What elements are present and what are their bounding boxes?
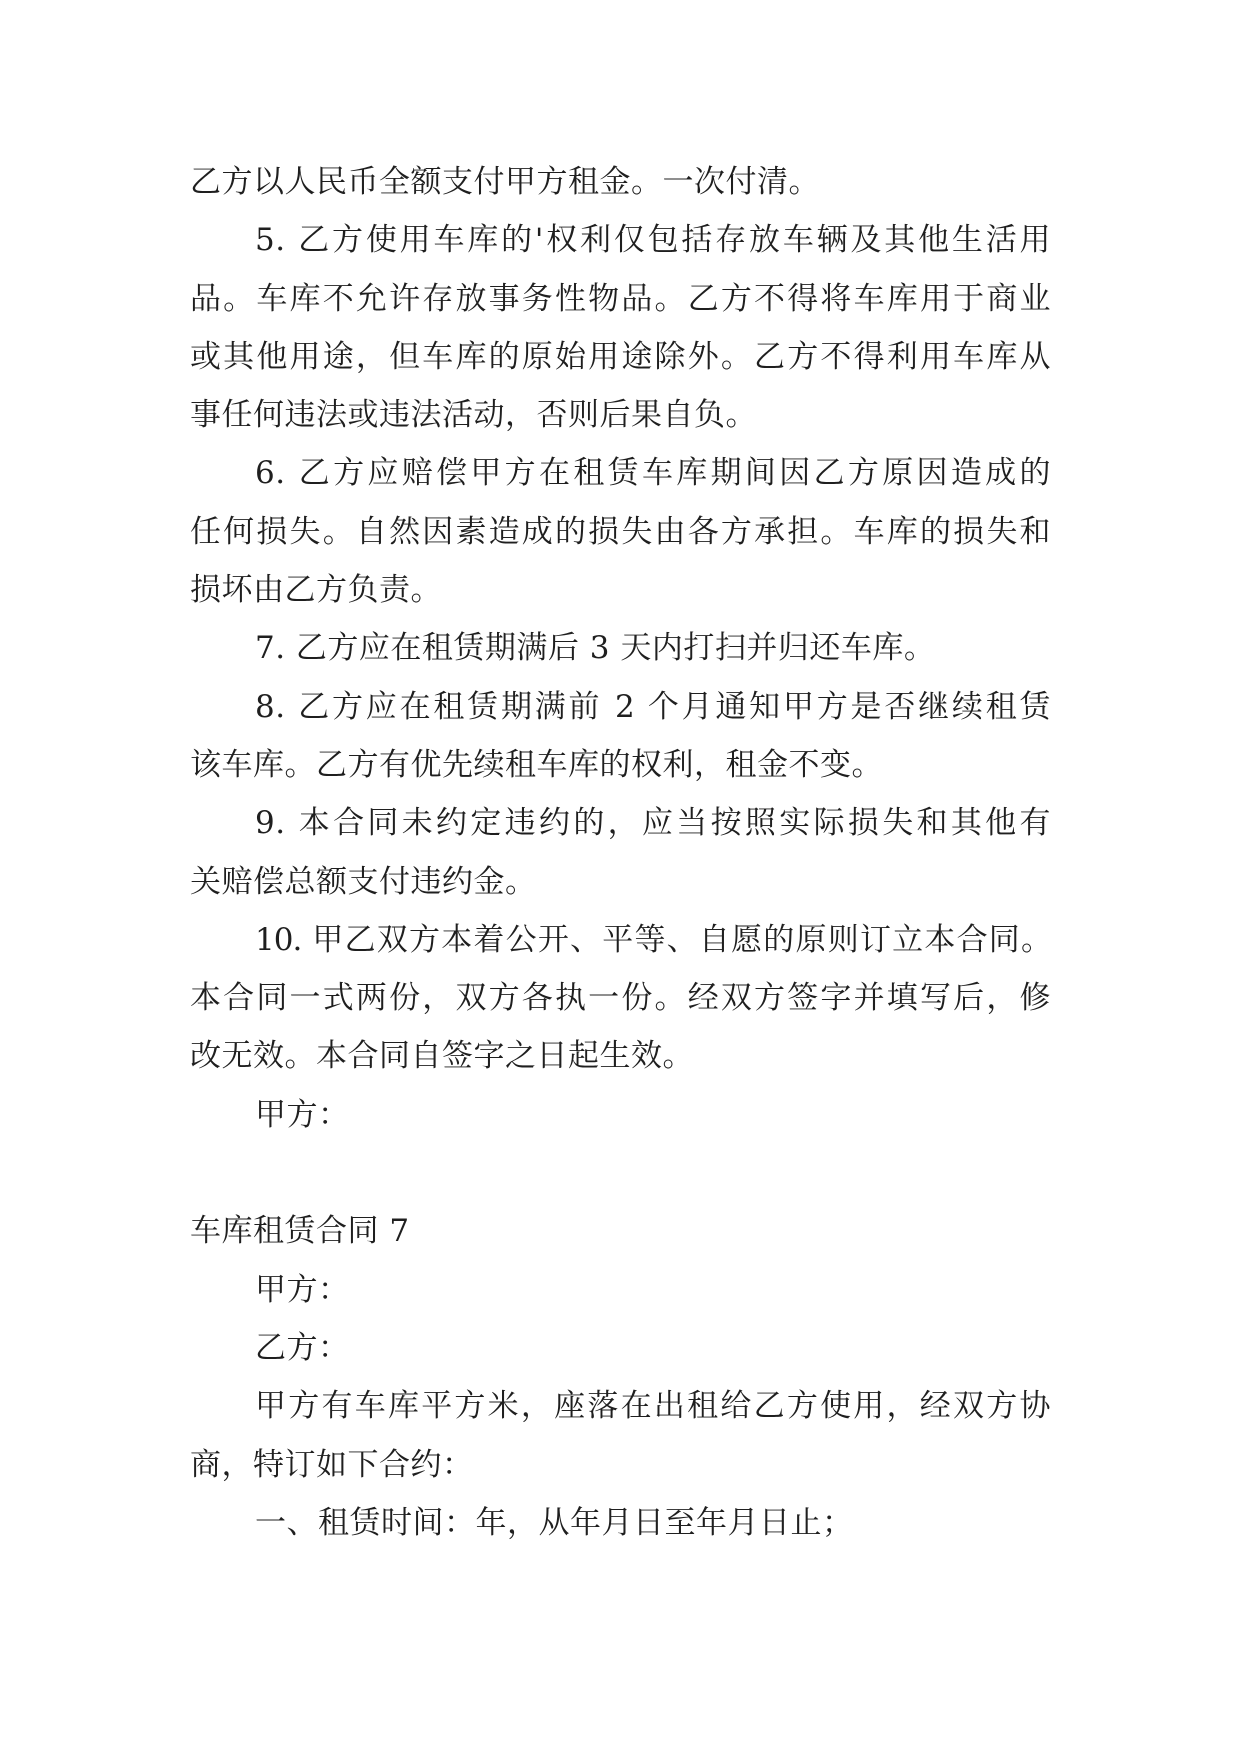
clause-6-line-1: 6. 乙方应赔偿甲方在租赁车库期间因乙方原因造成的 (255, 455, 1051, 492)
clause-5-line-2: 品。车库不允许存放事务性物品。乙方不得将车库用于商业 (190, 280, 1051, 317)
contract-7-section (190, 1202, 1051, 1552)
clause-5 (190, 211, 1051, 444)
clause-8 (190, 678, 1051, 795)
document-page (190, 153, 1051, 1552)
clause-5-line-4: 事任何违法或违法活动，否则后果自负。 (190, 397, 757, 434)
term-1-line-1: 一、租赁时间：年，从年月日至年月日止； (255, 1504, 854, 1541)
preamble-line-1: 甲方有车库平方米，座落在出租给乙方使用，经双方协 (255, 1388, 1051, 1425)
clause-10-line-2: 本合同一式两份，双方各执一份。经双方签字并填写后，修 (190, 980, 1051, 1017)
clause-10-line-1: 10. 甲乙双方本着公开、平等、自愿的原则订立本合同。 (255, 921, 1051, 958)
clause-7-line-1: 7. 乙方应在租赁期满后 3 天内打扫并归还车库。 (255, 630, 936, 667)
clause-7 (190, 619, 1051, 677)
clause-10 (190, 911, 1051, 1086)
continued-paragraph-line: 乙方以人民币全额支付甲方租金。一次付清。 (190, 164, 820, 200)
clause-5-line-3: 或其他用途，但车库的原始用途除外。乙方不得利用车库从 (190, 338, 1051, 375)
clause-10-line-3: 改无效。本合同自签字之日起生效。 (190, 1038, 694, 1075)
clause-9-line-1: 9. 本合同未约定违约的，应当按照实际损失和其他有 (255, 805, 1051, 842)
clause-5-line-1: 5. 乙方使用车库的'权利仅包括存放车辆及其他生活用 (255, 222, 1051, 259)
clause-9 (190, 794, 1051, 911)
clause-8-line-2: 该车库。乙方有优先续租车库的权利，租金不变。 (190, 746, 883, 783)
clause-8-line-1: 8. 乙方应在租赁期满前 2 个月通知甲方是否继续租赁 (255, 688, 1051, 725)
party-a-label: 甲方： (255, 1271, 350, 1308)
clause-6-line-3: 损坏由乙方负责。 (190, 572, 442, 609)
party-b-label: 乙方： (255, 1329, 350, 1366)
clause-6 (190, 444, 1051, 619)
clause-9-line-2: 关赔偿总额支付违约金。 (190, 863, 537, 900)
preamble-line-2: 商，特订如下合约： (190, 1446, 474, 1483)
contract-title: 车库租赁合同 7 (190, 1213, 410, 1250)
clause-6-line-2: 任何损失。自然因素造成的损失由各方承担。车库的损失和 (190, 513, 1051, 550)
signature-party-a: 甲方： (255, 1096, 350, 1133)
blank-line (190, 1144, 1051, 1202)
